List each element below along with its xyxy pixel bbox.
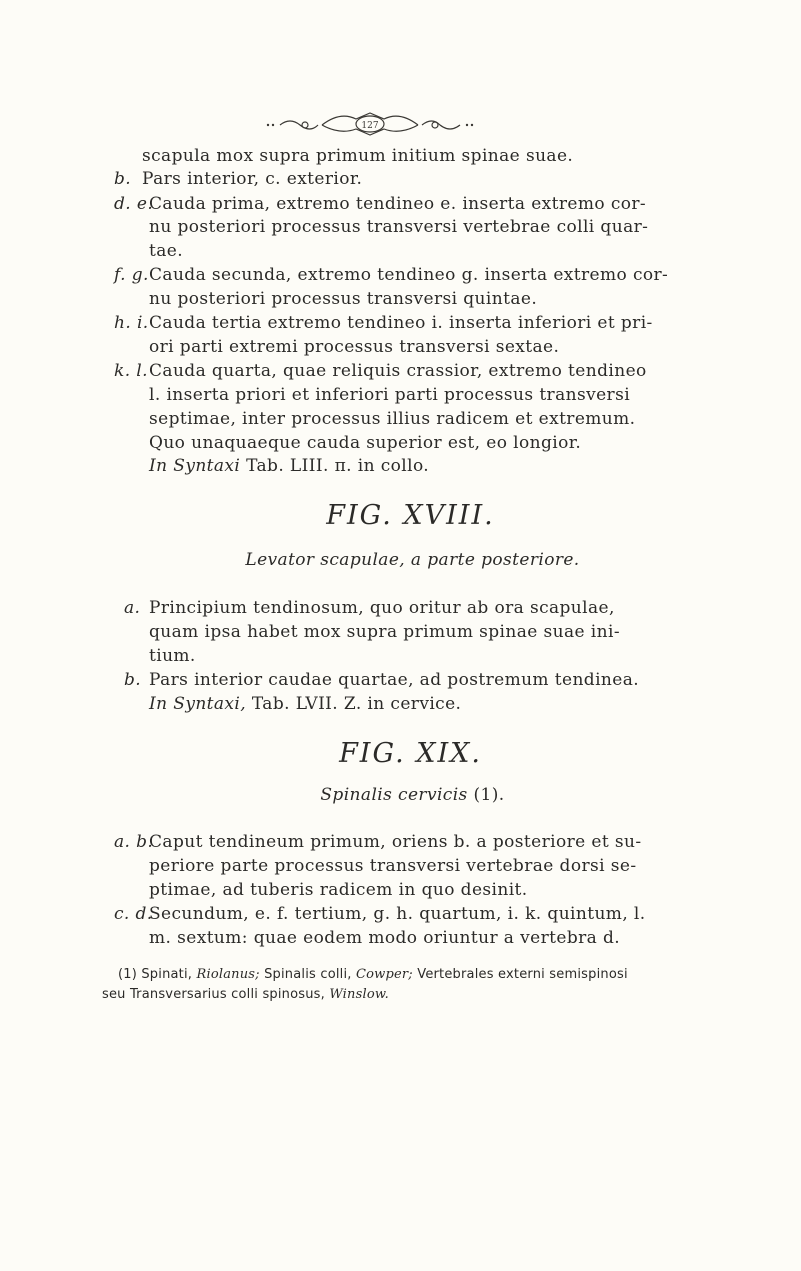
line-text: tium. <box>149 646 196 666</box>
line-text: quam ipsa habet mox supra primum spinae suae ini- <box>149 622 620 642</box>
subtitle-text: Spinalis cervicis <box>320 785 468 805</box>
line-text: l. inserta priori et inferiori parti processus transversi <box>149 385 631 405</box>
line-text: ptimae, ad tuberis radicem in quo desinit. <box>149 880 528 900</box>
line-text: nu posteriori processus transversi vertebrae colli quar- <box>149 217 649 237</box>
figure-title: FIG. XVIII. <box>326 500 495 531</box>
item-label: h. i. <box>114 313 149 333</box>
line-text: tae. <box>149 241 184 261</box>
footnote-text: (1) Spinati, <box>118 967 193 982</box>
item-label: f. g. <box>114 265 149 285</box>
line-text: ori parti extremi processus transversi sextae. <box>149 337 560 357</box>
reference-text: Tab. LIII. π. in collo. <box>246 456 430 476</box>
reference-line <box>149 455 429 477</box>
footnote-line <box>118 966 628 984</box>
footnote-author: Winslow. <box>329 987 389 1002</box>
line-text: nu posteriori processus transversi quintae. <box>149 289 538 309</box>
footnote-line <box>102 986 389 1004</box>
item-label: d. e. <box>114 194 154 214</box>
item-label: b. <box>124 670 142 690</box>
item-label: b. <box>114 169 132 189</box>
line-text: scapula mox supra primum initium spinae suae. <box>142 146 574 166</box>
footnote-text: Spinalis colli, <box>264 967 352 982</box>
figure-title: FIG. XIX. <box>339 738 482 769</box>
page-number: 127 <box>361 121 379 131</box>
line-text: Quo unaquaeque cauda superior est, eo longior. <box>149 433 582 453</box>
item-label: a. <box>124 598 141 618</box>
line-text: Cauda quarta, quae reliquis crassior, extremo tendineo <box>149 361 647 381</box>
line-text: Cauda secunda, extremo tendineo g. inserta extremo cor- <box>149 265 669 285</box>
item-label: k. l. <box>114 361 148 381</box>
reference-line <box>149 693 461 715</box>
footnote-author: Riolanus; <box>196 967 260 982</box>
line-text: septimae, inter processus illius radicem et extremum. <box>149 409 636 429</box>
line-text: Secundum, e. f. tertium, g. h. quartum, i. k. quintum, l. <box>149 904 646 924</box>
footnote-author: Cowper; <box>355 967 413 982</box>
reference-italic: In Syntaxi, <box>149 694 247 714</box>
line-text: Cauda prima, extremo tendineo e. inserta extremo cor- <box>149 194 647 214</box>
line-text: periore parte processus transversi vertebrae dorsi se- <box>149 856 637 876</box>
line-text: Principium tendinosum, quo oritur ab ora scapulae, <box>149 598 615 618</box>
line-text: Pars interior caudae quartae, ad postremum tendinea. <box>149 670 640 690</box>
reference-italic: In Syntaxi <box>149 456 241 476</box>
reference-text: Tab. LVII. Z. in cervice. <box>251 694 462 714</box>
figure-subtitle <box>0 785 801 805</box>
header-ornament <box>260 105 480 139</box>
ornament-icon <box>260 105 480 139</box>
line-text: Cauda tertia extremo tendineo i. inserta inferiori et pri- <box>149 313 653 333</box>
line-text: Pars interior, c. exterior. <box>142 169 363 189</box>
item-label: c. d. <box>114 904 153 924</box>
line-text: m. sextum: quae eodem modo oriuntur a vertebra d. <box>149 928 621 948</box>
line-text: Caput tendineum primum, oriens b. a posteriore et su- <box>149 832 642 852</box>
footnote-text: seu Transversarius colli spinosus, <box>102 987 325 1002</box>
footnote-ref: (1). <box>473 785 505 805</box>
item-label: a. b. <box>114 832 154 852</box>
footnote-text: Vertebrales externi semispinosi <box>417 967 628 982</box>
figure-subtitle: Levator scapulae, a parte posteriore. <box>245 550 580 570</box>
